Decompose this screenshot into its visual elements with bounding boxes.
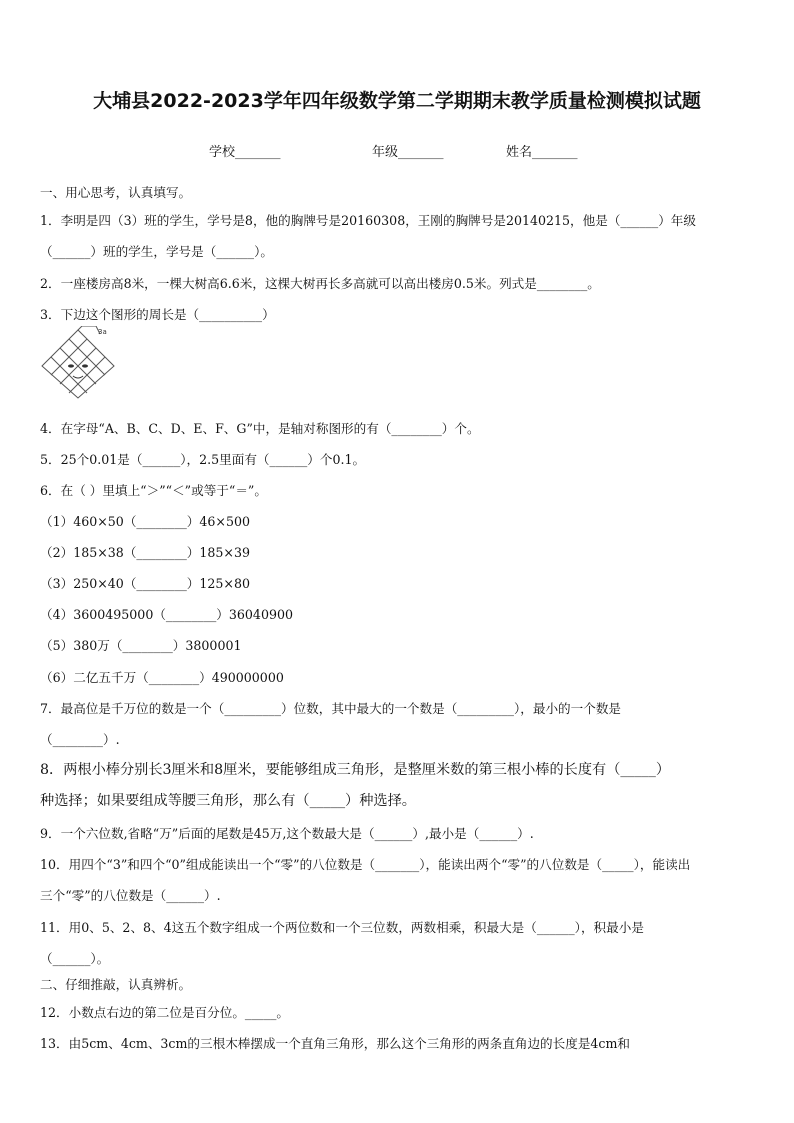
question-9: 9．一个六位数,省略“万”后面的尾数是45万,这个数最大是（______）,最小是（______）. [40, 826, 534, 841]
question-2: 2．一座楼房高8米，一棵大树高6.6米，这棵大树再长多高就可以高出楼房0.5米。列式是________。 [40, 276, 600, 291]
section-heading-2: 二、仔细推敲，认真辨析。 [40, 977, 192, 992]
question-3: 3．下边这个图形的周长是（__________） [40, 307, 275, 322]
question-6-item-5: （5）380万（________）3800001 [40, 638, 242, 653]
question-7-line-1: 7．最高位是千万位的数是一个（_________）位数，其中最大的一个数是（_________），最小的一个数是 [40, 701, 622, 716]
question-6: 6．在（ ）里填上“＞”“＜”或等于“＝”。 [40, 483, 267, 498]
question-7-line-2: （________）. [40, 732, 120, 747]
question-6-item-3: （3）250×40（________）125×80 [40, 576, 250, 591]
question-6-item-1: （1）460×50（________）46×500 [40, 514, 250, 529]
question-12: 12．小数点右边的第二位是百分位。_____。 [40, 1005, 290, 1020]
page-title: 大埔县2022-2023学年四年级数学第二学期期末教学质量检测模拟试题 [93, 90, 701, 112]
question-1-line-1: 1．李明是四（3）班的学生，学号是8，他的胸牌号是20160308，王刚的胸牌号是20140215，他是（______）年级 [40, 213, 696, 228]
question-11-line-1: 11．用0、5、2、8、4这五个数字组成一个两位数和一个三位数，两数相乘，积最大是（______），积最小是 [40, 920, 644, 935]
question-13: 13．由5cm、4cm、3cm的三根木棒摆成一个直角三角形，那么这个三角形的两条直角边的长度是4cm和 [40, 1036, 631, 1051]
question-6-item-6: （6）二亿五千万（________）490000000 [40, 670, 284, 685]
figure-label-3a: 3a [98, 328, 107, 336]
question-10-line-2: 三个“零”的八位数是（______）. [40, 888, 221, 903]
question-10-line-1: 10．用四个“3”和四个“0”组成能读出一个“零”的八位数是（_______），能读出两个“零”的八位数是（_____），能读出 [40, 857, 691, 872]
question-5: 5．25个0.01是（______），2.5里面有（______）个0.1。 [40, 452, 366, 467]
question-8-line-2: 种选择；如果要组成等腰三角形，那么有（_____）种选择。 [40, 793, 416, 809]
question-4: 4．在字母“A、B、C、D、E、F、G”中，是轴对称图形的有（________）个。 [40, 421, 480, 436]
perimeter-figure [38, 326, 118, 400]
school-field-label: 学校_______ [209, 145, 281, 160]
grade-field-label: 年级_______ [372, 145, 444, 160]
name-field-label: 姓名_______ [506, 145, 578, 160]
question-6-item-4: （4）3600495000（________）36040900 [40, 607, 293, 622]
section-heading-1: 一、用心思考，认真填写。 [40, 185, 192, 200]
question-6-item-2: （2）185×38（________）185×39 [40, 545, 250, 560]
question-1-line-2: （______）班的学生，学号是（______）。 [40, 244, 273, 259]
question-8-line-1: 8．两根小棒分别长3厘米和8厘米，要能够组成三角形，是整厘米数的第三根小棒的长度有（_____） [40, 762, 671, 778]
question-11-line-2: （______）。 [40, 951, 110, 966]
